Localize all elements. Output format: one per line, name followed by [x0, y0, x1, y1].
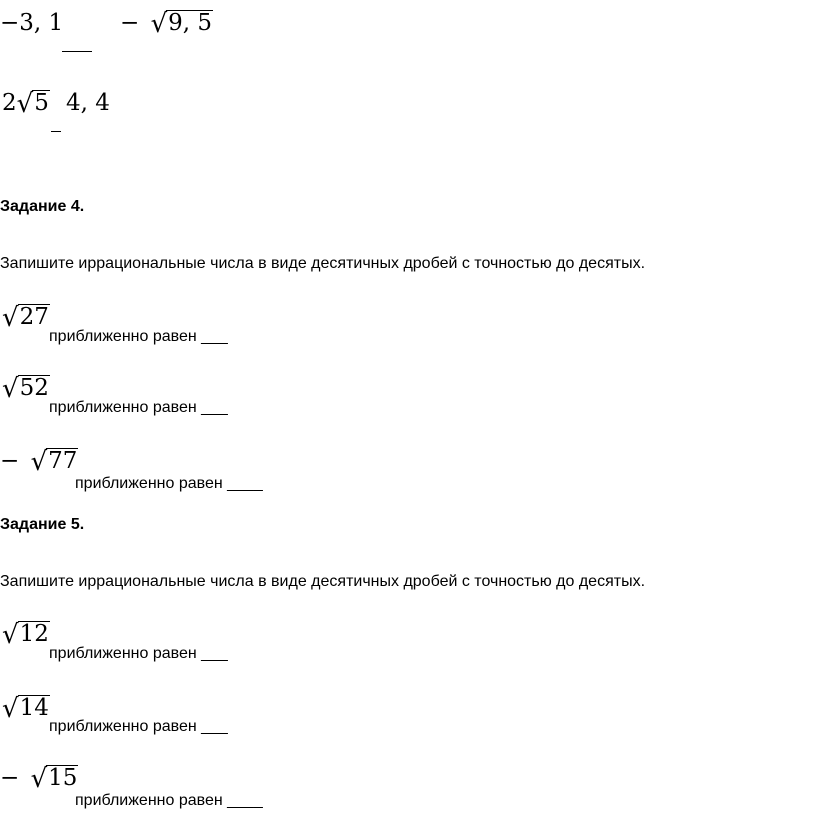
comparison-2-right-value: 4, 4 — [66, 90, 110, 116]
radical-sign: √ — [16, 89, 34, 119]
task4-item-3-expr — [0, 447, 78, 477]
task5-item-3-text: приближенно равен ____ — [75, 792, 263, 809]
task4-title: Задание 4. — [0, 198, 85, 215]
task4-item-1-expr — [2, 303, 50, 333]
task5-item-2-text: приближенно равен ___ — [49, 718, 228, 735]
task4-item-2-sqrt — [2, 374, 50, 404]
comparison-2-right — [66, 92, 110, 115]
task4-item-3-sqrt — [30, 447, 79, 477]
comparison-2-sqrt — [16, 89, 50, 119]
radical-sign: √ — [2, 303, 19, 333]
comparison-1-sqrt — [150, 9, 213, 39]
radical-sign: √ — [2, 694, 19, 724]
task4-item-2-text: приближенно равен ___ — [49, 399, 228, 416]
comparison-2-coef: 2 — [2, 90, 17, 116]
comparison-2-radicand: 5 — [34, 90, 49, 116]
radical-sign: √ — [2, 620, 19, 650]
task5-instruction: Запишите иррациональные числа в виде десятичных дробей с точностью до десятых. — [0, 573, 646, 590]
task5-item-3-expr — [0, 764, 78, 794]
task5-item-2-sqrt — [2, 694, 50, 724]
task4-item-2-radicand: 52 — [19, 375, 49, 401]
task5-item-2-expr — [2, 694, 50, 724]
task5-item-3-sqrt — [30, 764, 79, 794]
radical-sign: √ — [30, 447, 48, 477]
comparison-1-right — [120, 9, 213, 39]
comparison-2-blank[interactable] — [51, 131, 61, 132]
task4-item-1-text: приближенно равен ___ — [49, 328, 228, 345]
comparison-1-left-value: −3, 1 — [0, 10, 64, 36]
comparison-2-left — [2, 89, 50, 119]
task5-item-1-sqrt — [2, 620, 50, 650]
comparison-1-left — [0, 12, 63, 35]
task5-item-1-text: приближенно равен ___ — [49, 645, 228, 662]
task5-item-3-minus: − — [0, 765, 20, 791]
task5-item-1-radicand: 12 — [19, 621, 49, 647]
task4-item-3-radicand: 77 — [48, 448, 78, 474]
task4-item-3-text: приближенно равен ____ — [75, 475, 263, 492]
task4-item-3-minus: − — [0, 448, 20, 474]
radical-sign: √ — [150, 9, 168, 39]
task5-item-3-radicand: 15 — [48, 765, 78, 791]
task4-item-2-expr — [2, 374, 50, 404]
task5-item-2-radicand: 14 — [19, 695, 49, 721]
comparison-1-radicand: 9, 5 — [168, 10, 213, 36]
task4-item-1-sqrt — [2, 303, 50, 333]
comparison-1-blank[interactable] — [62, 51, 92, 52]
task5-title: Задание 5. — [0, 516, 85, 533]
task4-item-1-radicand: 27 — [19, 304, 49, 330]
task5-item-1-expr — [2, 620, 50, 650]
comparison-1-minus: − — [120, 10, 140, 36]
radical-sign: √ — [2, 374, 19, 404]
task4-instruction: Запишите иррациональные числа в виде десятичных дробей с точностью до десятых. — [0, 255, 646, 272]
radical-sign: √ — [30, 764, 48, 794]
